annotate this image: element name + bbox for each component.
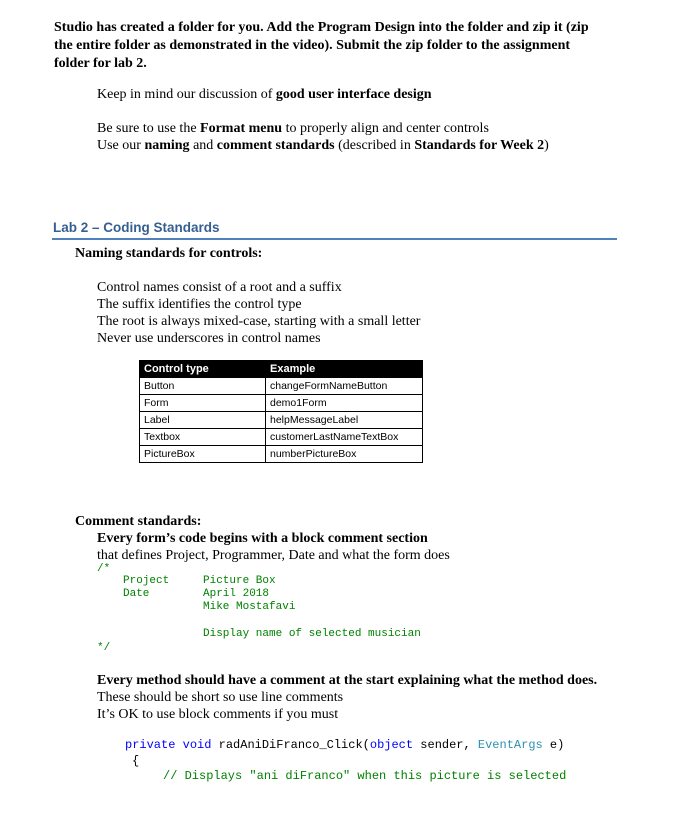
table-row	[140, 378, 423, 395]
example-cell: numberPictureBox	[266, 446, 423, 463]
comments-heading: Comment standards:	[75, 514, 202, 529]
line-comment: // Displays "ani diFranco" when this picture is selected	[163, 769, 567, 783]
control-type-cell: Form	[140, 395, 266, 412]
naming-line: The root is always mixed-case, starting with a small letter	[97, 314, 421, 329]
project-label: Project	[123, 575, 170, 587]
column-header-control-type: Control type	[140, 361, 266, 378]
control-type-cell: Button	[140, 378, 266, 395]
table-row	[140, 429, 423, 446]
method-comment-line: It’s OK to use block comments if you must	[97, 707, 339, 722]
control-naming-table	[139, 360, 423, 463]
format-menu-note: Be sure to use the Format menu to properly align and center controls	[97, 121, 489, 136]
table-header-row	[140, 361, 423, 378]
method-signature: private void radAniDiFranco_Click(object sender, EventArgs e)	[125, 738, 565, 752]
control-type-cell: PictureBox	[140, 446, 266, 463]
control-type-cell: Textbox	[140, 429, 266, 446]
intro-line-1: Studio has created a folder for you. Add the Program Design into the folder and zip it (zip	[54, 20, 589, 35]
standards-note: Use our naming and comment standards (described in Standards for Week 2)	[97, 138, 549, 153]
block-comment-close: */	[97, 642, 111, 654]
table-row	[140, 446, 423, 463]
date-value: April 2018	[203, 588, 270, 600]
author-value: Mike Mostafavi	[203, 601, 296, 613]
example-cell: helpMessageLabel	[266, 412, 423, 429]
section-title: Lab 2 – Coding Standards	[53, 220, 220, 235]
naming-line: The suffix identifies the control type	[97, 297, 302, 312]
naming-heading: Naming standards for controls:	[75, 246, 263, 261]
column-header-example: Example	[266, 361, 423, 378]
form-comment-rule: Every form’s code begins with a block comment section	[97, 531, 428, 546]
method-comment-line: These should be short so use line comments	[97, 690, 344, 705]
open-brace: {	[132, 754, 140, 768]
table-row	[140, 412, 423, 429]
intro-line-3: folder for lab 2.	[54, 56, 147, 71]
project-value: Picture Box	[203, 575, 276, 587]
form-comment-rule-detail: that defines Project, Programmer, Date and what the form does	[97, 548, 450, 563]
control-type-cell: Label	[140, 412, 266, 429]
date-label: Date	[123, 588, 150, 600]
block-comment-open: /*	[97, 563, 111, 575]
example-cell: customerLastNameTextBox	[266, 429, 423, 446]
naming-line: Never use underscores in control names	[97, 331, 321, 346]
table-row	[140, 395, 423, 412]
example-cell: changeFormNameButton	[266, 378, 423, 395]
naming-line: Control names consist of a root and a suffix	[97, 280, 342, 295]
section-divider	[52, 238, 617, 240]
ui-design-note: Keep in mind our discussion of good user interface design	[97, 87, 432, 102]
method-comment-rule: Every method should have a comment at the start explaining what the method does.	[97, 673, 598, 688]
form-description: Display name of selected musician	[203, 628, 421, 640]
example-cell: demo1Form	[266, 395, 423, 412]
intro-line-2: the entire folder as demonstrated in the video). Submit the zip folder to the assignment	[54, 38, 571, 53]
